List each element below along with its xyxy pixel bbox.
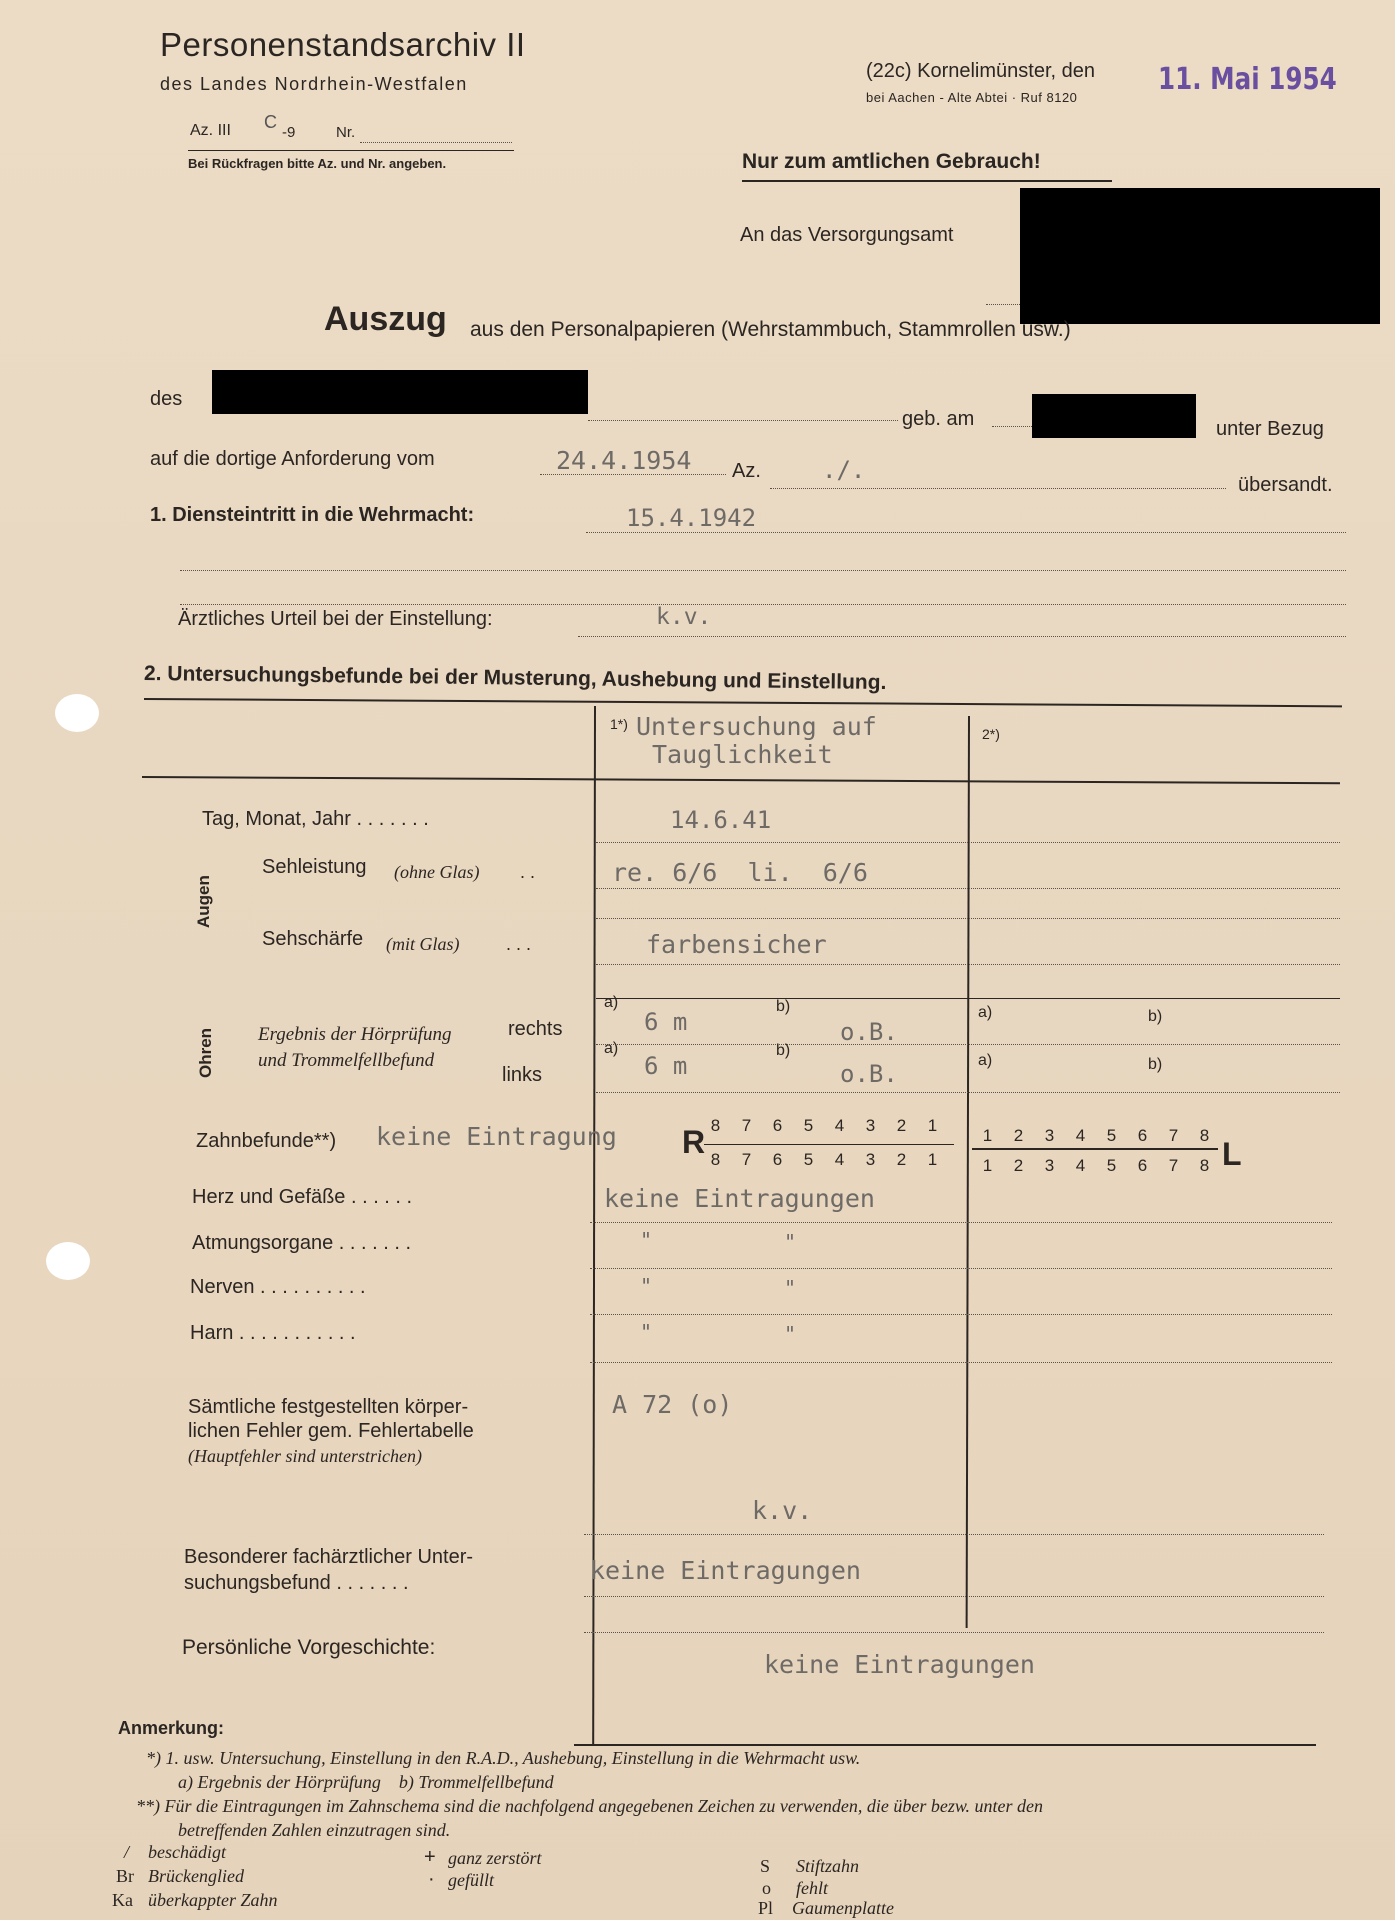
note2-line1: **) Für die Eintragungen im Zahnschema sind die nachfolgend angegebenen Zeichen zu verwenden, die über bezw. unter den [136,1796,1043,1816]
sehschaerfe-label: Sehschärfe [262,928,364,950]
zahn-l-marker: L [1222,1136,1242,1172]
fehler-line2: lichen Fehler gem. Fehlertabelle [188,1420,474,1442]
upper-left-tooth-7: 7 [1168,1126,1179,1145]
redaction-recipient-address [1020,188,1380,324]
rechts-dotline [596,1044,1340,1045]
links-b-value: o.B. [840,1060,898,1088]
legend-text-brueckenglied: Brückenglied [148,1866,244,1886]
upper-right-tooth-1: 1 [927,1116,938,1135]
geb-dotline [992,426,1032,427]
teeth-right-lower [700,1150,948,1170]
atmung-ditto-1: " [640,1228,653,1252]
lower-left-tooth-1: 1 [982,1156,993,1175]
tag-dotline [596,842,1340,843]
section2-underline [144,698,1342,707]
legend-sym-zerstoert: + [424,1846,436,1868]
urteil-dotline [578,636,1346,637]
col1-header-line1: Untersuchung auf [636,712,877,741]
upper-right-tooth-4: 4 [834,1116,845,1135]
lower-left-tooth-4: 4 [1075,1156,1086,1175]
az-handwritten: C [264,112,277,132]
harn-label: Harn . . . . . . . . . . . [190,1322,356,1344]
legend-sym-gefuellt: · [428,1868,435,1890]
col2-links-a-marker: a) [978,1052,993,1069]
upper-right-tooth-5: 5 [803,1116,814,1135]
lower-right-tooth-6: 6 [772,1150,783,1169]
links-label: links [502,1064,543,1086]
redaction-name [212,370,588,414]
sehleistung-dotline-2 [596,918,1340,919]
legend-text-gefuellt: gefüllt [448,1870,494,1890]
redaction-birthdate [1032,394,1196,438]
herz-dotline [590,1222,1332,1223]
fehler-value: A 72 (o) [612,1390,733,1419]
legend-sym-beschaedigt: / [124,1842,130,1862]
upper-left-tooth-2: 2 [1013,1126,1024,1145]
sehschaerfe-dots: . . . [506,934,532,954]
harn-dotline [590,1362,1332,1363]
augen-label: Augen [194,875,213,928]
table-divider-2 [966,716,970,1628]
fehler-line3: (Hauptfehler sind unterstrichen) [188,1446,422,1466]
links-b-marker: b) [776,1042,791,1059]
vorgeschichte-value: keine Eintragungen [764,1650,1035,1679]
lower-left-tooth-8: 8 [1199,1156,1210,1175]
col2-rechts-a-marker: a) [978,1004,993,1021]
anforderung-label: auf die dortige Anforderung vom [150,448,435,470]
legend-text-ueberkappt: überkappter Zahn [148,1890,278,1910]
vorgeschichte-label: Persönliche Vorgeschichte: [182,1636,436,1659]
zahn-value: keine Eintragung [376,1122,617,1151]
fach-line1: Besonderer fachärztlicher Unter- [184,1546,474,1568]
lower-right-tooth-2: 2 [896,1150,907,1169]
rechts-label: rechts [508,1018,563,1040]
section1-dotline [586,532,1346,533]
rechts-b-value: o.B. [840,1018,898,1046]
teeth-left-rule [972,1148,1218,1150]
fach-line2: suchungsbefund . . . . . . . [184,1572,409,1594]
extract-title-rest: aus den Personalpapieren (Wehrstammbuch, Stammrollen usw.) [470,318,1071,341]
legend-sym-stiftzahn: S [760,1856,771,1876]
harn-ditto-1: " [640,1320,653,1344]
fach-value: keine Eintragungen [590,1556,861,1585]
anforderung-date: 24.4.1954 [556,446,692,475]
harn-ditto-2: " [784,1322,797,1346]
lower-right-tooth-4: 4 [834,1150,845,1169]
urteil-label: Ärztliches Urteil bei der Einstellung: [178,608,493,630]
sehleistung-value: re. 6/6 li. 6/6 [612,858,868,887]
des-label: des [150,388,183,410]
sehschaerfe-value: farbensicher [646,930,827,959]
note2-line2: betreffenden Zahlen einzutragen sind. [178,1820,451,1840]
legend-text-beschaedigt: beschädigt [148,1842,226,1862]
lower-left-tooth-5: 5 [1106,1156,1117,1175]
legend-text-gaumenplatte: Gaumenplatte [792,1898,894,1918]
nr-label: Nr. [336,124,356,141]
teeth-right-rule [704,1144,954,1145]
upper-right-tooth-2: 2 [896,1116,907,1135]
teeth-left-lower [972,1156,1220,1176]
lower-right-tooth-7: 7 [741,1150,752,1169]
sehschaerfe-dotline [596,964,1340,965]
legend-text-fehlt: fehlt [796,1878,828,1898]
col1-header-num: 1*) [610,716,628,732]
lower-left-tooth-2: 2 [1013,1156,1024,1175]
teeth-left-upper [972,1126,1220,1146]
upper-left-tooth-4: 4 [1075,1126,1086,1145]
section1-dotline-2 [180,570,1346,571]
rechts-a-marker: a) [604,994,619,1011]
zahn-label: Zahnbefunde**) [196,1130,337,1152]
upper-left-tooth-1: 1 [982,1126,993,1145]
archive-subtitle: des Landes Nordrhein-Westfalen [160,74,468,94]
col2-header-num: 2*) [982,726,1000,742]
links-a-value: 6 m [644,1052,688,1080]
sehleistung-dots: . . [520,862,536,882]
note1-line2: a) Ergebnis der Hörprüfung b) Trommelfellbefund [178,1772,554,1792]
tag-value: 14.6.41 [670,806,772,834]
augen-ohren-rule [596,998,1340,999]
address-line: bei Aachen - Alte Abtei · Ruf 8120 [866,90,1078,105]
links-dotline [596,1092,1340,1093]
sehschaerfe-note: (mit Glas) [386,934,460,954]
upper-right-tooth-8: 8 [710,1116,721,1135]
legend-text-zerstoert: ganz zerstört [448,1848,542,1868]
links-a-marker: a) [604,1040,619,1057]
upper-right-tooth-6: 6 [772,1116,783,1135]
upper-left-tooth-5: 5 [1106,1126,1117,1145]
tag-label: Tag, Monat, Jahr . . . . . . . [202,808,429,830]
section1-label: 1. Diensteintritt in die Wehrmacht: [150,504,475,526]
table-divider-1 [592,706,596,1746]
anforderung-az-value: ./. [822,456,866,484]
az-dotline [770,488,1226,489]
fach-dotline-2 [584,1632,1324,1633]
atmung-ditto-2: " [784,1230,797,1254]
place-line: (22c) Kornelimünster, den [866,60,1096,82]
extract-title-bold: Auszug [324,300,447,338]
date-stamp: 11. Mai 1954 [1158,62,1337,97]
lower-right-tooth-5: 5 [803,1150,814,1169]
az-label: Az. III [190,122,231,139]
az-suffix: -9 [282,124,296,141]
legend-text-stiftzahn: Stiftzahn [796,1856,860,1876]
uebersandt-label: übersandt. [1238,474,1333,496]
teeth-right-upper [700,1116,948,1136]
section2-label: 2. Untersuchungsbefunde bei der Musterung, Aushebung und Einstellung. [143,662,887,695]
kv-dotline [584,1534,1324,1535]
official-use-underline [742,180,1112,182]
az-underline [188,150,514,151]
sehleistung-label: Sehleistung [262,856,367,878]
upper-right-tooth-3: 3 [865,1116,876,1135]
fach-dotline [584,1596,1324,1597]
nr-dotline [360,142,512,143]
lower-right-tooth-8: 8 [710,1150,721,1169]
upper-right-tooth-7: 7 [741,1116,752,1135]
herz-value: keine Eintragungen [604,1184,875,1213]
anmerkung-label: Anmerkung: [118,1718,225,1738]
hoer-line2: und Trommelfellbefund [258,1050,435,1071]
legend-sym-fehlt: o [762,1878,771,1898]
section1-value: 15.4.1942 [626,504,757,532]
lower-right-tooth-3: 3 [865,1150,876,1169]
anforderung-az-label: Az. [732,460,761,482]
table-bottom-rule [574,1744,1316,1746]
nerven-dotline [590,1314,1332,1315]
lower-right-tooth-1: 1 [927,1150,938,1169]
upper-left-tooth-3: 3 [1044,1126,1055,1145]
punch-hole-bottom [46,1242,90,1280]
urteil-value: k.v. [656,604,712,630]
official-use-note: Nur zum amtlichen Gebrauch! [742,150,1041,173]
col2-rechts-b-marker: b) [1148,1008,1163,1025]
note1-line1: *) 1. usw. Untersuchung, Einstellung in den R.A.D., Aushebung, Einstellung in die Wehrmacht usw. [146,1748,861,1768]
legend-sym-ueberkappt: Ka [112,1890,133,1910]
herz-label: Herz und Gefäße . . . . . . [192,1186,413,1208]
rechts-b-marker: b) [776,998,791,1015]
legend-sym-brueckenglied: Br [116,1866,134,1886]
bezug-label: unter Bezug [1216,418,1324,440]
lower-left-tooth-3: 3 [1044,1156,1055,1175]
lower-left-tooth-7: 7 [1168,1156,1179,1175]
nerven-ditto-2: " [784,1276,797,1300]
zahn-r-marker: R [682,1124,706,1160]
col2-links-b-marker: b) [1148,1056,1163,1073]
sehleistung-dotline [596,888,1340,889]
ruckfragen-note: Bei Rückfragen bitte Az. und Nr. angeben. [188,156,447,171]
col1-header-line2: Tauglichkeit [652,740,833,769]
rechts-a-value: 6 m [644,1008,688,1036]
nerven-label: Nerven . . . . . . . . . . [190,1276,366,1298]
table-header-rule [142,776,1340,784]
atmung-dotline [590,1268,1332,1269]
section1-dotline-3 [180,604,1346,605]
hoer-line1: Ergebnis der Hörprüfung [258,1024,452,1045]
fehler-line1: Sämtliche festgestellten körper- [188,1396,469,1418]
lower-left-tooth-6: 6 [1137,1156,1148,1175]
archive-title: Personenstandsarchiv II [160,26,526,63]
upper-left-tooth-6: 6 [1137,1126,1148,1145]
kv-value: k.v. [752,1496,813,1525]
upper-left-tooth-8: 8 [1199,1126,1210,1145]
geb-label: geb. am [902,408,975,430]
ohren-label: Ohren [196,1027,215,1078]
legend-sym-gaumenplatte: Pl [758,1898,774,1918]
recipient-dotline [986,304,1020,305]
des-dotline [588,420,898,421]
atmung-label: Atmungsorgane . . . . . . . [192,1232,411,1254]
recipient-label: An das Versorgungsamt [740,224,954,246]
punch-hole-top [55,694,99,732]
sehleistung-note: (ohne Glas) [394,862,480,882]
nerven-ditto-1: " [640,1274,653,1298]
anforderung-dotline [540,474,726,475]
